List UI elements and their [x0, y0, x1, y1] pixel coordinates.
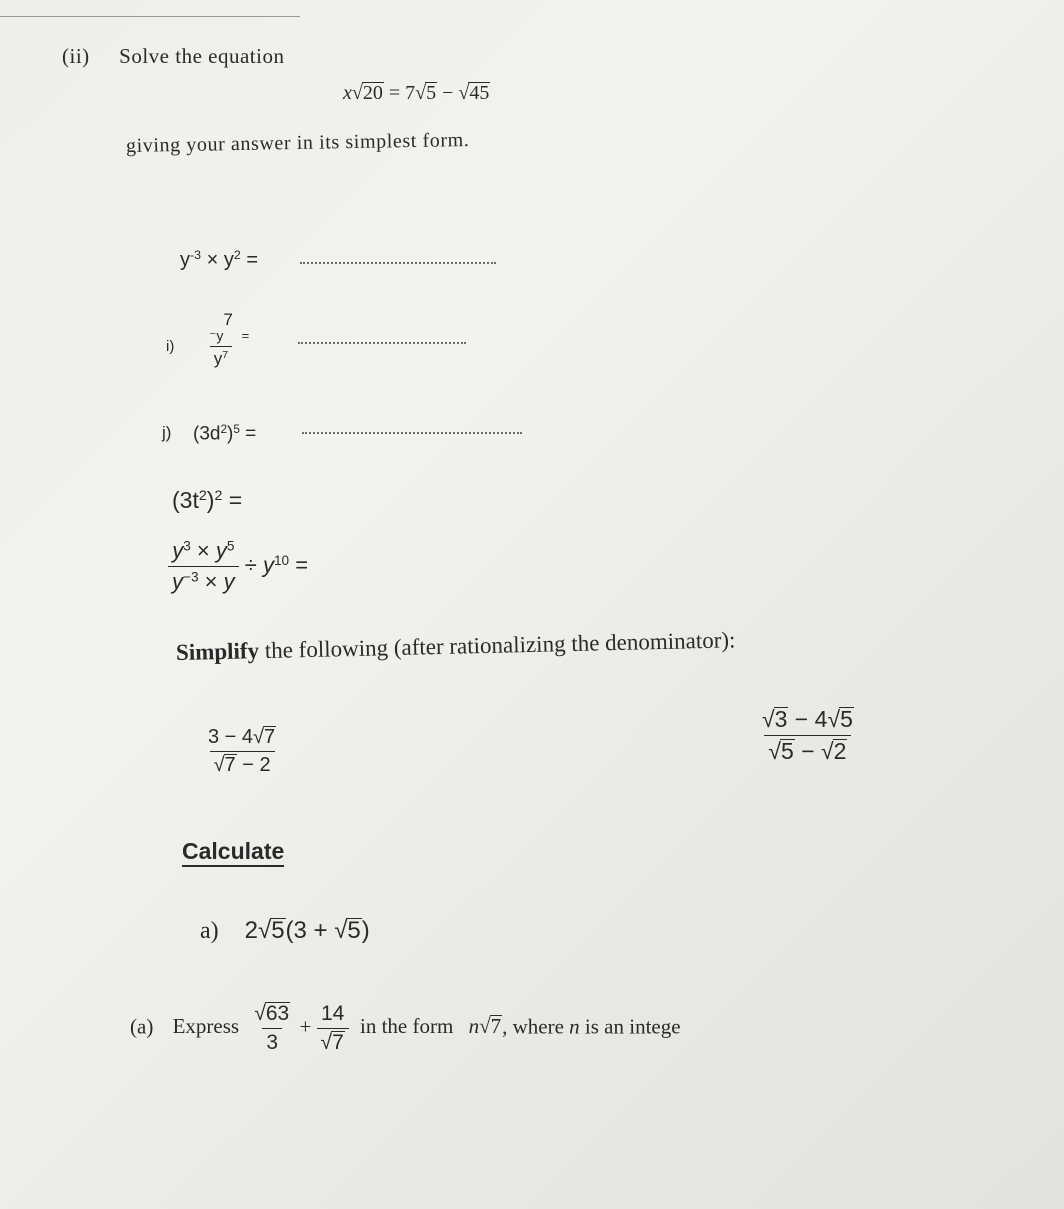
exponent-expression-3 [193, 423, 256, 445]
exponent-expression-5 [168, 538, 308, 595]
exponent: 7 [223, 310, 233, 329]
sqrt-45: √45 [458, 82, 490, 104]
equals-sign: = [295, 552, 309, 578]
equals-sign: = [241, 328, 250, 344]
sqrt: √5 [827, 706, 853, 732]
term: (3 + [285, 917, 335, 944]
answer-line-1[interactable] [300, 262, 496, 264]
variable-n: n [468, 1014, 480, 1039]
sqrt: √5 [768, 738, 794, 764]
radicand: 3 [774, 706, 788, 732]
sqrt: √63 [254, 1002, 290, 1025]
paren: ) [227, 423, 234, 445]
instruction-text: giving your answer in its simplest form. [125, 129, 470, 157]
text: is an intege [584, 1014, 681, 1039]
answer-line-2[interactable] [298, 342, 466, 344]
variable-x: x [343, 82, 352, 104]
minus-sign: − [442, 82, 454, 104]
radicand: 5 [781, 738, 794, 764]
bold-word: Simplify [175, 638, 260, 665]
exponent: -3 [190, 248, 202, 262]
base-y: y [223, 569, 235, 594]
sqrt: √5 [334, 917, 361, 944]
numerator [168, 538, 238, 566]
numerator [758, 706, 858, 735]
numerator [250, 1002, 294, 1028]
exponent: 5 [226, 538, 235, 554]
radicand: 63 [265, 1002, 290, 1025]
calculate-item-a [200, 917, 370, 945]
expression [245, 917, 370, 944]
answer-line-3[interactable] [302, 432, 522, 434]
exponent-expression-1 [180, 248, 258, 272]
scribble: ⁻ [209, 327, 217, 344]
exponent-expression-4 [172, 487, 242, 514]
item-label-i: i) [166, 338, 175, 355]
sqrt: √3 [762, 706, 788, 732]
base-y: y [262, 552, 274, 578]
radicand: 5 [840, 706, 853, 732]
fraction [205, 310, 237, 369]
question-ii-header [62, 44, 284, 69]
exponent-expression-2 [205, 310, 249, 369]
sqrt: √7 [320, 1031, 344, 1054]
base-y: y [180, 248, 190, 271]
numerator: 14 [320, 1002, 345, 1025]
exponent: 2 [233, 248, 241, 262]
calculate-heading [182, 838, 284, 865]
fraction [204, 726, 280, 777]
radicand: 5 [347, 917, 361, 944]
text: in the form [360, 1014, 454, 1039]
instruction-rest: the following (after rationalizing the denominator): [264, 627, 736, 663]
text: , where [502, 1014, 564, 1039]
fraction [758, 706, 858, 765]
denominator [764, 735, 851, 765]
item-label: (a) [130, 1014, 154, 1039]
top-rule [0, 16, 300, 17]
item-label-j: j) [162, 423, 172, 442]
times-sign: × [196, 538, 210, 563]
divide-sign: ÷ [244, 552, 257, 578]
equals-sign: = [246, 248, 258, 271]
radicand: 2 [833, 738, 847, 764]
sqrt: √7 [253, 726, 276, 748]
equals-sign: = [388, 82, 401, 104]
exponent: 7 [222, 349, 229, 362]
radicand: 7 [264, 726, 276, 748]
denominator [210, 751, 275, 777]
heading-text: Calculate [182, 838, 284, 867]
variable-n: n [569, 1014, 580, 1039]
radicand: 7 [490, 1014, 502, 1039]
times-sign: × [206, 248, 219, 271]
sqrt: √2 [821, 738, 847, 764]
denominator: 3 [262, 1028, 282, 1055]
base: (3t [172, 487, 199, 513]
paren: ) [206, 487, 215, 513]
exponent: 2 [220, 423, 228, 436]
exponent: 3 [183, 538, 191, 554]
base-y: y [223, 248, 234, 271]
base-y: y [213, 349, 223, 369]
fraction-sqrt63-over-3 [250, 1002, 294, 1055]
fraction [168, 538, 239, 595]
denominator [317, 1028, 349, 1055]
question-label: (ii) [62, 44, 90, 68]
base-y: y [172, 538, 184, 563]
numerator [204, 726, 280, 751]
base: (3d [193, 423, 221, 445]
exponent: −3 [183, 569, 199, 585]
term: − [794, 738, 822, 764]
simplify-fraction-2 [758, 706, 858, 765]
sqrt: √7 [479, 1014, 502, 1039]
base-y: y [172, 569, 183, 594]
sqrt-5: √5 [415, 82, 437, 104]
base-y: y [216, 327, 224, 344]
term: − 4 [788, 706, 828, 732]
express-word: Express [172, 1014, 240, 1039]
sqrt: √7 [213, 754, 236, 776]
item-label: a) [200, 918, 219, 944]
radicand: 7 [224, 754, 236, 776]
denominator [168, 566, 239, 595]
exponent: 5 [233, 423, 240, 436]
exponent: 2 [198, 488, 207, 505]
sqrt: √5 [258, 917, 285, 944]
simplify-instruction [176, 627, 736, 666]
equals-sign: = [245, 423, 257, 445]
equals-sign: = [228, 487, 243, 513]
express-question [130, 1002, 681, 1055]
question-prompt: Solve the equation [119, 44, 285, 68]
simplify-fraction-1 [204, 726, 280, 777]
denominator [210, 346, 232, 369]
fraction-14-over-sqrt7 [317, 1002, 349, 1055]
numerator [205, 310, 237, 346]
plus-sign: + [299, 1014, 312, 1039]
paren: ) [361, 917, 370, 944]
radicand: 5 [271, 917, 285, 944]
radicand: 7 [332, 1031, 344, 1054]
coefficient: 7 [405, 82, 416, 104]
equation [343, 82, 490, 105]
exponent: 2 [214, 488, 223, 505]
exponent: 10 [273, 552, 290, 568]
term: 3 − 4 [208, 726, 254, 748]
base-y: y [215, 538, 227, 563]
term: − 2 [236, 754, 271, 776]
sqrt-20: √20 [351, 82, 383, 104]
coefficient: 2 [244, 917, 259, 944]
times-sign: × [204, 569, 218, 594]
